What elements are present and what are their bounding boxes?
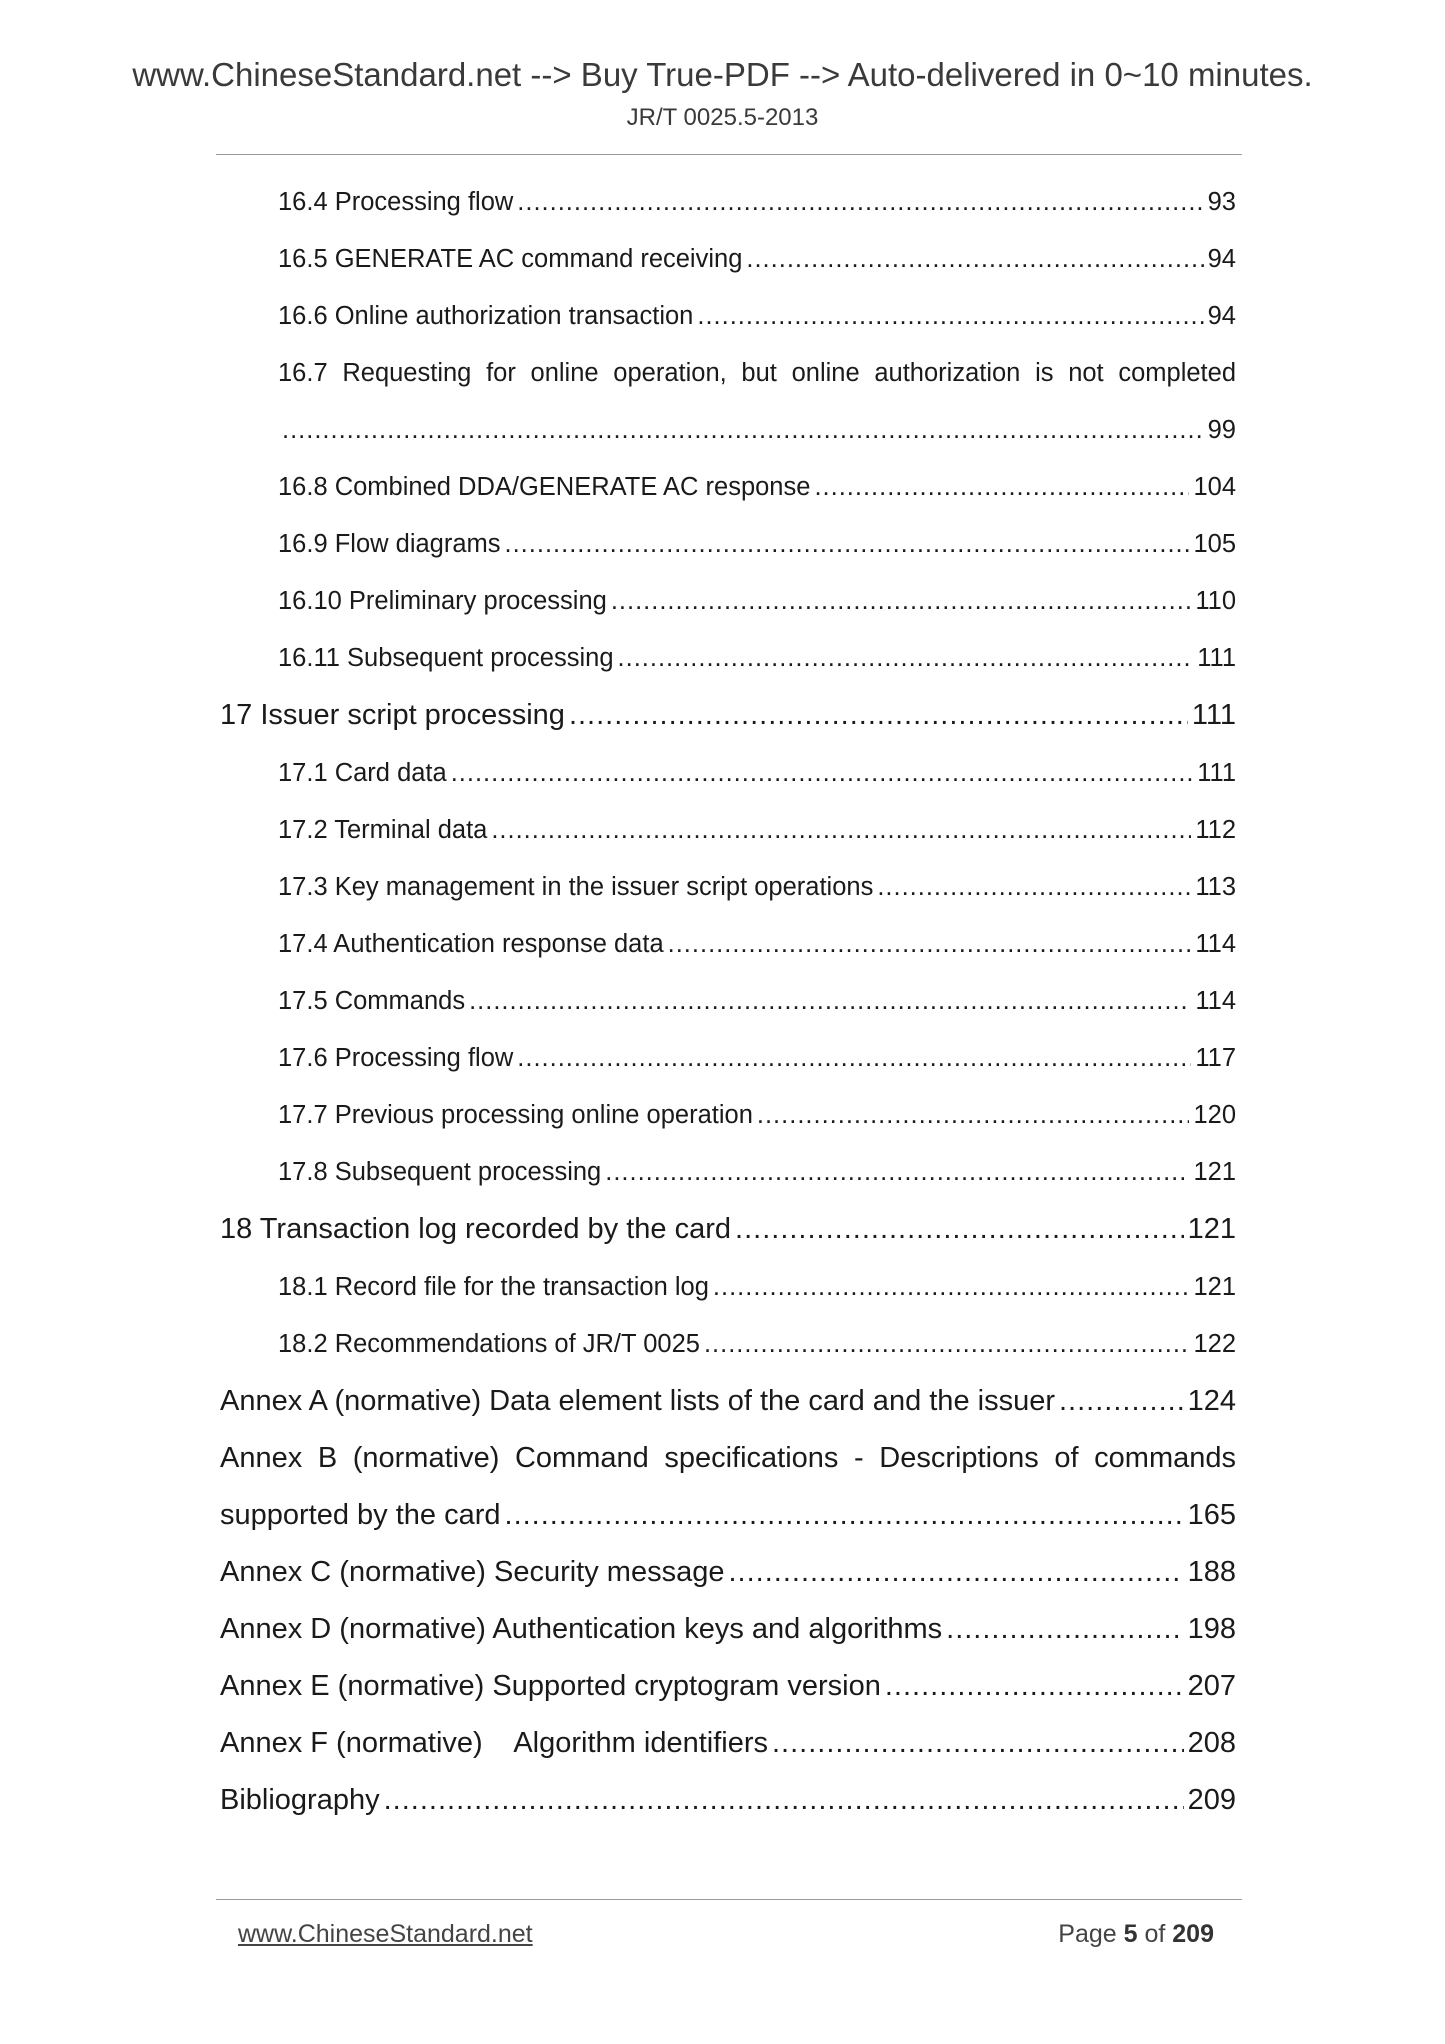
toc-entry-title: Bibliography <box>220 1784 380 1816</box>
toc-entry-page: 105 <box>1193 530 1236 558</box>
toc-entry-annex-d[interactable] <box>220 1613 1236 1646</box>
toc-entry-17-6[interactable] <box>278 1044 1236 1073</box>
toc-entry-title: supported by the card <box>220 1499 501 1531</box>
toc-entry-17-4[interactable] <box>278 930 1236 959</box>
toc-entry-page: 114 <box>1195 930 1236 958</box>
toc-entry-17-3[interactable] <box>278 873 1236 902</box>
toc-entry-page: 111 <box>1197 759 1236 787</box>
toc-entry-title: 17.4 Authentication response data <box>278 930 664 958</box>
toc-entry-title: 17 Issuer script processing <box>220 699 565 731</box>
page-number <box>1058 1920 1214 1949</box>
toc-entry-page: 110 <box>1195 587 1236 615</box>
toc-entry-page: 93 <box>1207 188 1236 216</box>
toc-entry-title: 16.8 Combined DDA/GENERATE AC response <box>278 473 811 501</box>
toc-entry-title: 17.1 Card data <box>278 759 447 787</box>
toc-leader-dots <box>697 302 1203 331</box>
toc-entry-page: 124 <box>1187 1385 1236 1417</box>
toc-entry-title: 17.3 Key management in the issuer script operations <box>278 873 874 901</box>
toc-entry-title: 18.1 Record file for the transaction log <box>278 1273 709 1301</box>
footer-site-link[interactable]: www.ChineseStandard.net <box>238 1920 533 1948</box>
toc-entry-page: 121 <box>1187 1213 1236 1245</box>
toc-entry-title: Annex D (normative) Authentication keys and algorithms <box>220 1613 943 1645</box>
toc-entry-title: 17.6 Processing flow <box>278 1044 514 1072</box>
toc-entry-annex-a[interactable] <box>220 1385 1236 1418</box>
toc-word: - <box>854 1442 864 1474</box>
toc-leader-dots <box>668 930 1192 959</box>
toc-entry-page: 117 <box>1195 1044 1236 1072</box>
toc-entry-17-8[interactable] <box>278 1158 1236 1187</box>
toc-word: 16.7 <box>278 359 328 387</box>
toc-entry-page: 99 <box>1207 416 1236 444</box>
toc-leader-dots <box>282 416 1204 445</box>
toc-entry-16-6[interactable] <box>278 302 1236 331</box>
toc-leader-dots <box>384 1784 1184 1817</box>
toc-leader-dots <box>618 644 1194 673</box>
page-total: 209 <box>1172 1920 1214 1948</box>
toc-leader-dots <box>946 1613 1183 1646</box>
toc-entry-18-1[interactable] <box>278 1273 1236 1302</box>
toc-entry-17[interactable] <box>220 699 1236 732</box>
toc-word: online <box>791 359 860 387</box>
header-banner: www.ChineseStandard.net --> Buy True-PDF --> Auto-delivered in 0~10 minutes. <box>132 56 1313 93</box>
toc-entry-bibliography[interactable] <box>220 1784 1236 1817</box>
toc-entry-title: 16.10 Preliminary processing <box>278 587 607 615</box>
toc-word: is <box>1035 359 1054 387</box>
toc-entry-page: 94 <box>1207 245 1236 273</box>
toc-word: specifications <box>664 1442 839 1474</box>
toc-entry-title: 16.5 GENERATE AC command receiving <box>278 245 743 273</box>
toc-leader-dots <box>605 1158 1189 1187</box>
toc-entry-title: Annex E (normative) Supported cryptogram version <box>220 1670 881 1702</box>
toc-entry-16-7[interactable] <box>278 359 1236 388</box>
toc-entry-title: Annex C (normative) Security message <box>220 1556 725 1588</box>
toc-leader-dots <box>517 188 1203 217</box>
toc-leader-dots <box>569 699 1188 732</box>
toc-entry-16-5[interactable] <box>278 245 1236 274</box>
toc-leader-dots <box>505 1499 1184 1532</box>
toc-leader-dots <box>728 1556 1183 1589</box>
toc-entry-16-8[interactable] <box>278 473 1236 502</box>
toc-leader-dots <box>451 759 1194 788</box>
toc-leader-dots <box>772 1727 1184 1760</box>
toc-word: authorization <box>874 359 1021 387</box>
toc-entry-16-10[interactable] <box>278 587 1236 616</box>
toc-entry-page: 121 <box>1193 1273 1236 1301</box>
toc-leader-dots <box>814 473 1189 502</box>
toc-entry-title: 18.2 Recommendations of JR/T 0025 <box>278 1330 700 1358</box>
toc-entry-18-2[interactable] <box>278 1330 1236 1359</box>
standard-code: JR/T 0025.5-2013 <box>626 104 819 131</box>
toc-entry-18[interactable] <box>220 1213 1236 1246</box>
toc-entry-title: 16.9 Flow diagrams <box>278 530 501 558</box>
toc-word: Command <box>514 1442 649 1474</box>
toc-entry-title: 16.4 Processing flow <box>278 188 514 216</box>
toc-entry-page: 113 <box>1195 873 1236 901</box>
toc-entry-page: 94 <box>1207 302 1236 330</box>
toc-leader-dots <box>611 587 1192 616</box>
toc-leader-dots <box>505 530 1190 559</box>
toc-entry-16-11[interactable] <box>278 644 1236 673</box>
toc-entry-page: 188 <box>1187 1556 1236 1588</box>
toc-leader-dots <box>746 245 1203 274</box>
toc-entry-page: 111 <box>1197 644 1236 672</box>
toc-entry-title: 17.7 Previous processing online operation <box>278 1101 753 1129</box>
toc-word: online <box>530 359 599 387</box>
toc-entry-page: 111 <box>1191 699 1236 731</box>
toc-entry-page: 165 <box>1187 1499 1236 1531</box>
toc-leader-dots <box>491 816 1191 845</box>
toc-entry-16-9[interactable] <box>278 530 1236 559</box>
toc-leader-dots <box>885 1670 1184 1703</box>
toc-leader-dots <box>517 1044 1191 1073</box>
toc-entry-17-5[interactable] <box>278 987 1236 1016</box>
toc-entry-title: Annex A (normative) Data element lists of the card and the issuer <box>220 1385 1055 1417</box>
toc-entry-page: 114 <box>1195 987 1236 1015</box>
toc-leader-dots <box>757 1101 1190 1130</box>
toc-word: commands <box>1094 1442 1236 1474</box>
toc-entry-page: 207 <box>1187 1670 1236 1702</box>
toc-entry-16-7-cont[interactable] <box>282 416 1236 445</box>
page-current: 5 <box>1123 1920 1138 1948</box>
toc-entry-title: 17.2 Terminal data <box>278 816 488 844</box>
toc-entry-page: 122 <box>1193 1330 1236 1358</box>
toc-entry-page: 198 <box>1187 1613 1236 1645</box>
toc-word: completed <box>1118 359 1236 387</box>
toc-leader-dots <box>704 1330 1190 1359</box>
toc-entry-title: Annex F (normative) Algorithm identifiers <box>220 1727 768 1759</box>
toc-entry-title: 18 Transaction log recorded by the card <box>220 1213 732 1245</box>
toc-leader-dots <box>735 1213 1184 1246</box>
toc-entry-annex-b[interactable] <box>220 1442 1236 1475</box>
toc-word: B <box>317 1442 338 1474</box>
toc-leader-dots <box>713 1273 1190 1302</box>
toc-entry-page: 120 <box>1193 1101 1236 1129</box>
toc-word: of <box>1054 1442 1079 1474</box>
toc-word: for <box>486 359 516 387</box>
toc-leader-dots <box>469 987 1191 1016</box>
toc-entry-annex-b-cont[interactable] <box>220 1499 1236 1532</box>
toc-word: operation, <box>613 359 727 387</box>
toc-word: not <box>1068 359 1104 387</box>
toc-entry-annex-e[interactable] <box>220 1670 1236 1703</box>
toc-entry-17-7[interactable] <box>278 1101 1236 1130</box>
toc-entry-title: 16.11 Subsequent processing <box>278 644 614 672</box>
toc-entry-annex-f[interactable] <box>220 1727 1236 1760</box>
toc-entry-page: 121 <box>1193 1158 1236 1186</box>
page-of: of <box>1144 1920 1166 1948</box>
toc-word: Annex <box>220 1442 303 1474</box>
toc-entry-page: 209 <box>1187 1784 1236 1816</box>
toc-leader-dots <box>877 873 1191 902</box>
toc-entry-page: 208 <box>1187 1727 1236 1759</box>
toc-leader-dots <box>1059 1385 1184 1418</box>
toc-entry-16-4[interactable] <box>278 188 1236 217</box>
toc-entry-17-2[interactable] <box>278 816 1236 845</box>
toc-word: Requesting <box>342 359 472 387</box>
toc-entry-17-1[interactable] <box>278 759 1236 788</box>
footer-divider <box>216 1899 1242 1900</box>
header-divider <box>216 154 1242 155</box>
page-prefix: Page <box>1058 1920 1117 1948</box>
toc-entry-page: 112 <box>1195 816 1236 844</box>
toc-word: but <box>741 359 777 387</box>
toc-entry-title: 17.5 Commands <box>278 987 466 1015</box>
toc-entry-title: 17.8 Subsequent processing <box>278 1158 602 1186</box>
toc-entry-annex-c[interactable] <box>220 1556 1236 1589</box>
toc-word: (normative) <box>352 1442 500 1474</box>
toc-word: Descriptions <box>879 1442 1039 1474</box>
toc-entry-page: 104 <box>1193 473 1236 501</box>
toc-entry-title: 16.6 Online authorization transaction <box>278 302 694 330</box>
